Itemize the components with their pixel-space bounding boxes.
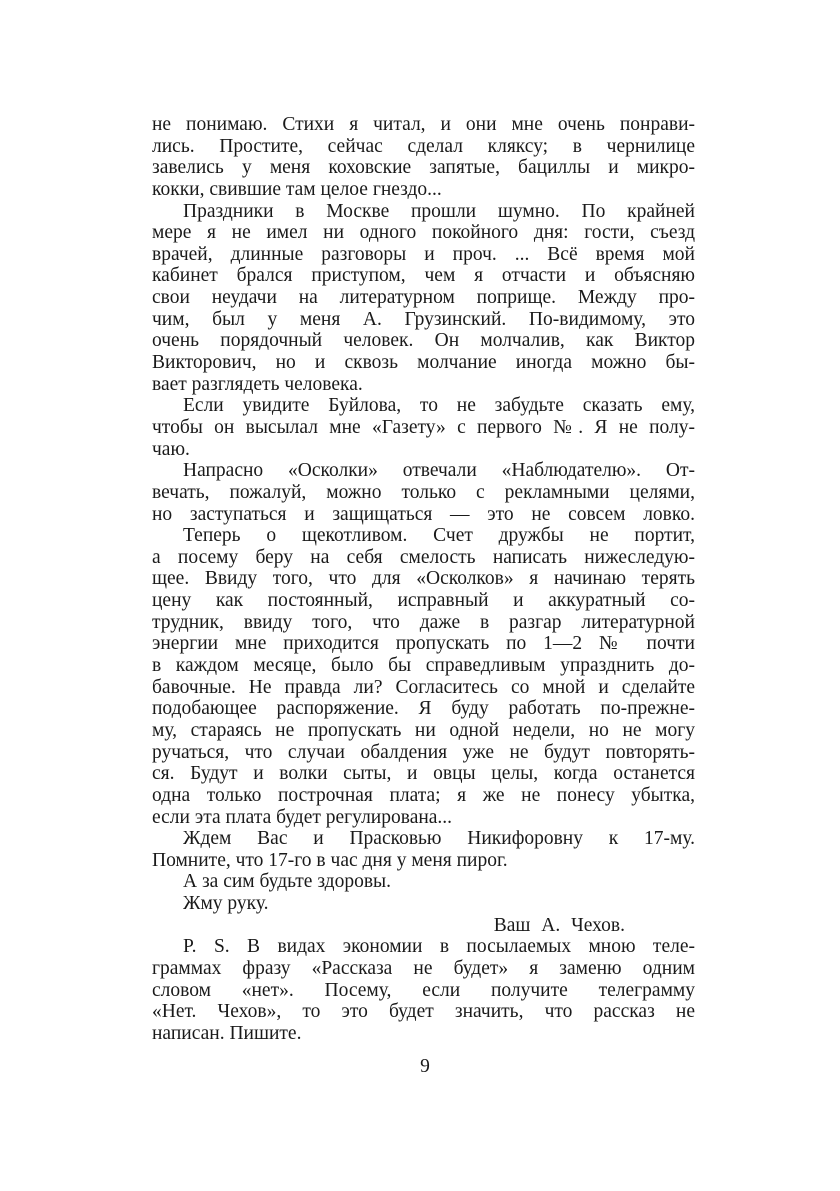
text-line: кабинет брался приступом, чем я отчасти и объясняю [152,265,695,287]
text-line: Если увидите Буйлова, то не забудьте сказать ему, [183,395,695,417]
text-line: Ждем Вас и Прасковью Никифоровну к 17-му. [183,828,695,850]
text-line: написан. Пишите. [152,1022,302,1044]
text-line: цену как постоянный, исправный и аккуратный со- [152,590,695,612]
text-line: свои неудачи на литературном поприще. Между про- [152,287,695,309]
paragraph [152,828,695,871]
text-line: му, стараясь не пропускать ни одной недели, но не могу [152,719,695,741]
text-line: P. S. В видах экономии в посылаемых мною теле- [183,936,695,958]
paragraph [152,936,695,1044]
page-number: 9 [420,1056,430,1077]
text-line: Теперь о щекотливом. Счет дружбы не портит, [183,525,695,547]
paragraph [152,114,695,201]
text-line: словом «нет». Посему, если получите телеграмму [152,979,695,1001]
text-line: Напрасно «Осколки» отвечали «Наблюдателю». От- [183,460,695,482]
paragraph [152,525,695,828]
text-line: одна только построчная плата; я же не понесу убытка, [152,784,695,806]
text-line: мере я не имел ни одного покойного дня: гости, съезд [152,222,695,244]
text-line: бавочные. Не правда ли? Согласитесь со мной и сделайте [152,676,695,698]
paragraph [152,893,695,915]
signature [152,915,695,937]
text-line: а посему беру на себя смелость написать нижеследую- [152,546,695,568]
text-line: энергии мне приходится пропускать по 1—2 № почти [152,633,695,655]
text-line: подобающее распоряжение. Я буду работать по-прежне- [152,698,695,720]
text-line: чаю. [152,438,190,460]
text-line: трудник, ввиду того, что даже в разгар литературной [152,611,695,633]
text-line: граммах фразу «Рассказа не будет» я заменю одним [152,957,695,979]
text-line: Викторович, но и сквозь молчание иногда можно бы- [152,352,695,374]
text-line: ручаться, что случаи обалдения уже не будут повторять- [152,741,695,763]
text-line: вает разглядеть человека. [152,373,363,395]
letter-body [152,114,695,1045]
text-line: очень порядочный человек. Он молчалив, как Виктор [152,330,695,352]
text-line: но заступаться и защищаться — это не совсем ловко. [152,503,695,525]
text-line: чтобы он высылал мне «Газету» с первого №. Я не полу- [152,416,695,438]
text-line: А за сим будьте здоровы. [183,871,392,893]
text-line: чим, был у меня А. Грузинский. По-видимому, это [152,308,695,330]
text-line: завелись у меня коховские запятые, бациллы и микро- [152,157,695,179]
text-line: «Нет. Чехов», то это будет значить, что рассказ не [152,1001,695,1023]
text-line: Помните, что 17-го в час дня у меня пирог. [152,849,508,871]
text-line: лись. Простите, сейчас сделал кляксу; в чернилице [152,135,695,157]
paragraph [152,871,695,893]
text-line: ся. Будут и волки сыты, и овцы целы, когда останется [152,763,695,785]
paragraph [152,460,695,525]
text-line: Ваш А. Чехов. [493,914,625,936]
text-line: Жму руку. [183,893,269,915]
text-line: в каждом месяце, было бы справедливым упразднить до- [152,655,695,677]
text-line: щее. Ввиду того, что для «Осколков» я начинаю терять [152,568,695,590]
text-line: врачей, длинные разговоры и проч. ... Всё время мой [152,243,695,265]
text-line: если эта плата будет регулирована... [152,806,453,828]
text-line: кокки, свившие там целое гнездо... [152,178,442,200]
text-line: вечать, пожалуй, можно только с рекламными целями, [152,481,695,503]
text-line: не понимаю. Стихи я читал, и они мне очень понрави- [152,114,695,135]
paragraph [152,395,695,460]
text-line: Праздники в Москве прошли шумно. По крайней [183,200,695,222]
paragraph [152,201,695,396]
